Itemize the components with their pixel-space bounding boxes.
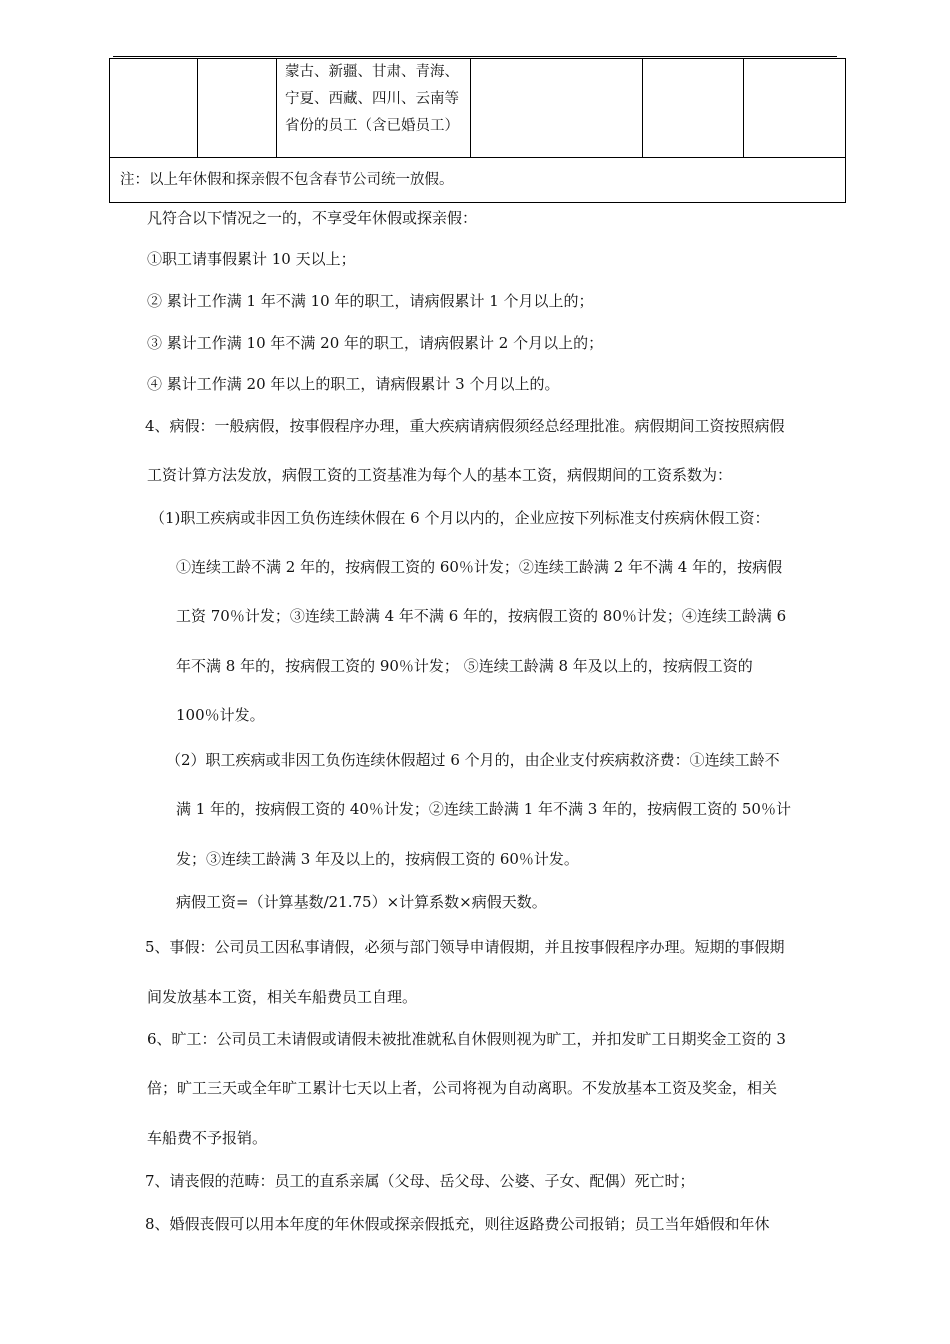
text-line: 间发放基本工资，相关车船费员工自理。: [147, 988, 418, 1006]
text-line: ①连续工龄不满 2 年的，按病假工资的 60％计发；②连续工龄满 2 年不满 4 年的，按病假: [176, 558, 783, 576]
text-line: 6、旷工：公司员工未请假或请假未被批准就私自休假则视为旷工，并扣发旷工日期奖金工资的 3: [147, 1030, 786, 1048]
text-line: ④ 累计工作满 20 年以上的职工，请病假累计 3 个月以上的。: [147, 375, 560, 393]
text-line: （1)职工疾病或非因工负伤连续休假在 6 个月以内的，企业应按下列标准支付疾病休假工资：: [150, 509, 770, 527]
text-line: 倍；旷工三天或全年旷工累计七天以上者，公司将视为自动离职。不发放基本工资及奖金，相关: [147, 1079, 778, 1097]
table-cell: [110, 59, 198, 158]
text-line: （2）职工疾病或非因工负伤连续休假超过 6 个月的，由企业支付疾病救济费：①连续工龄不: [166, 751, 780, 769]
text-line: 凡符合以下情况之一的，不享受年休假或探亲假：: [147, 209, 478, 227]
text-line: 4、病假：一般病假，按事假程序办理，重大疾病请病假须经总经理批准。病假期间工资按照病假: [145, 417, 785, 435]
table-cell: [198, 59, 277, 158]
text-line: 工资 70％计发；③连续工龄满 4 年不满 6 年的，按病假工资的 80％计发；④连续工龄满 6: [176, 607, 787, 625]
text-line: 满 1 年的，按病假工资的 40％计发；②连续工龄满 1 年不满 3 年的，按病假工资的 50％计: [176, 800, 791, 818]
text-line: 7、请丧假的范畴：员工的直系亲属（父母、岳父母、公婆、子女、配偶）死亡时；: [145, 1172, 695, 1190]
text-line: ①职工请事假累计 10 天以上；: [147, 250, 356, 268]
text-line: 车船费不予报销。: [147, 1129, 268, 1147]
region-cell: 蒙古、新疆、甘肃、青海、宁夏、西藏、四川、云南等省份的员工（含已婚员工）: [277, 59, 471, 158]
table-cell: [643, 59, 744, 158]
table-note: 注：以上年休假和探亲假不包含春节公司统一放假。: [110, 158, 846, 203]
table-row: [110, 59, 846, 158]
text-line: 病假工资=（计算基数/21.75）×计算系数×病假天数。: [176, 893, 547, 911]
text-line: 5、事假：公司员工因私事请假，必须与部门领导申请假期，并且按事假程序办理。短期的事假期: [145, 938, 785, 956]
leave-table: [109, 58, 846, 203]
text-line: 工资计算方法发放，病假工资的工资基准为每个人的基本工资，病假期间的工资系数为：: [147, 466, 733, 484]
note-row: [110, 158, 846, 203]
text-line: ② 累计工作满 1 年不满 10 年的职工，请病假累计 1 个月以上的；: [147, 292, 594, 310]
text-line: 年不满 8 年的，按病假工资的 90％计发； ⑤连续工龄满 8 年及以上的，按病假工资的: [176, 657, 753, 675]
header-rule: [113, 56, 837, 57]
text-line: 发；③连续工龄满 3 年及以上的，按病假工资的 60％计发。: [176, 850, 579, 868]
text-line: 8、婚假丧假可以用本年度的年休假或探亲假抵充，则往返路费公司报销；员工当年婚假和年休: [145, 1215, 770, 1233]
text-line: ③ 累计工作满 10 年不满 20 年的职工，请病假累计 2 个月以上的；: [147, 334, 604, 352]
table-cell: [744, 59, 846, 158]
text-line: 100％计发。: [176, 706, 265, 724]
table-cell: [471, 59, 643, 158]
